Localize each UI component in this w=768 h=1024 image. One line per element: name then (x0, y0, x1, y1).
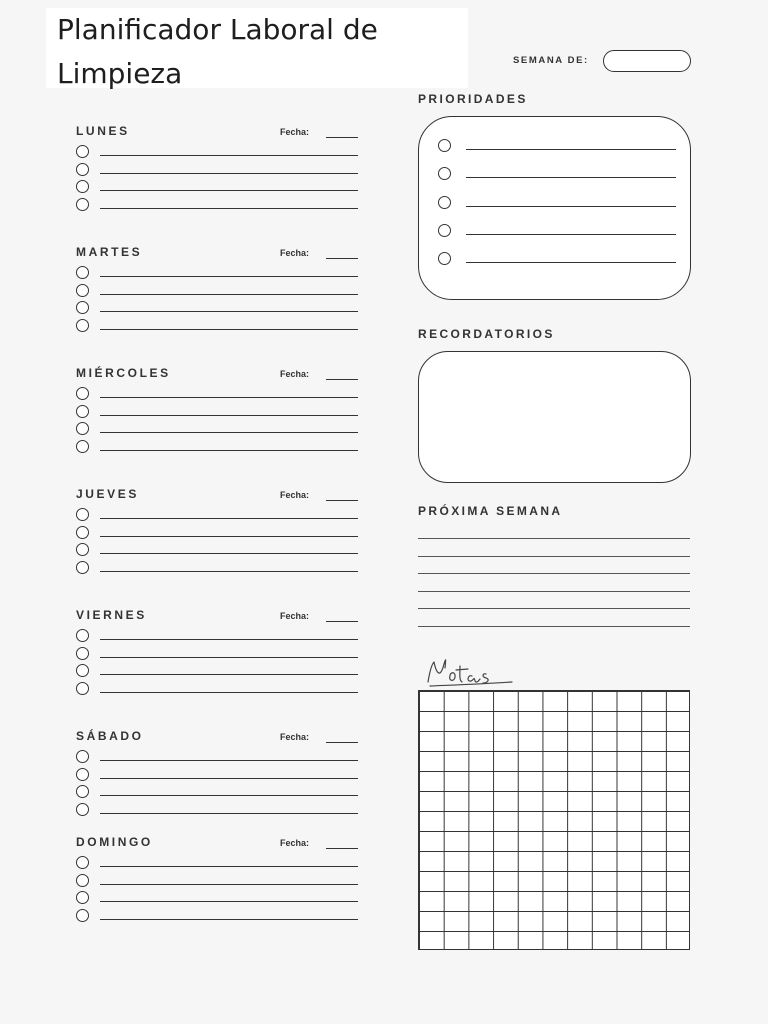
task-line[interactable] (100, 571, 358, 572)
checkbox[interactable] (76, 647, 89, 660)
task-item (76, 283, 360, 299)
task-item (76, 784, 360, 800)
task-line[interactable] (100, 884, 358, 885)
priority-item (438, 196, 678, 212)
checkbox[interactable] (76, 180, 89, 193)
checkbox[interactable] (76, 301, 89, 314)
task-item (76, 749, 360, 765)
checkbox[interactable] (76, 266, 89, 279)
task-item (76, 873, 360, 889)
task-line[interactable] (100, 866, 358, 867)
priority-item (438, 252, 678, 268)
checkbox[interactable] (76, 440, 89, 453)
checkbox[interactable] (438, 252, 451, 265)
checkbox[interactable] (76, 856, 89, 869)
date-label: Fecha: (280, 369, 310, 379)
checkbox[interactable] (438, 196, 451, 209)
task-line[interactable] (100, 518, 358, 519)
priority-item (438, 224, 678, 240)
day-name: LUNES (76, 124, 130, 138)
task-line[interactable] (100, 208, 358, 209)
task-line[interactable] (100, 901, 358, 902)
date-label: Fecha: (280, 127, 310, 137)
task-line[interactable] (100, 760, 358, 761)
reminders-title: RECORDATORIOS (418, 327, 555, 341)
checkbox[interactable] (76, 561, 89, 574)
task-item (76, 144, 360, 160)
priorities-title: PRIORIDADES (418, 92, 528, 106)
priority-item (438, 167, 678, 183)
task-item (76, 525, 360, 541)
checkbox[interactable] (76, 198, 89, 211)
checkbox[interactable] (438, 167, 451, 180)
checkbox[interactable] (76, 526, 89, 539)
reminders-box[interactable] (418, 351, 691, 483)
checkbox[interactable] (76, 508, 89, 521)
checkbox[interactable] (76, 664, 89, 677)
checkbox[interactable] (76, 874, 89, 887)
task-line[interactable] (100, 450, 358, 451)
task-item (76, 767, 360, 783)
checkbox[interactable] (76, 768, 89, 781)
task-item (76, 890, 360, 906)
date-field[interactable] (326, 621, 358, 622)
task-line[interactable] (100, 536, 358, 537)
date-label: Fecha: (280, 611, 310, 621)
next-week-line[interactable] (418, 591, 690, 592)
next-week-line[interactable] (418, 538, 690, 539)
date-label: Fecha: (280, 732, 310, 742)
checkbox[interactable] (76, 163, 89, 176)
task-item (76, 628, 360, 644)
task-line[interactable] (100, 674, 358, 675)
task-line[interactable] (100, 692, 358, 693)
priority-line[interactable] (466, 206, 676, 207)
task-item (76, 179, 360, 195)
task-item (76, 802, 360, 818)
next-week-line[interactable] (418, 573, 690, 574)
task-item (76, 855, 360, 871)
task-line[interactable] (100, 813, 358, 814)
task-item (76, 560, 360, 576)
task-item (76, 908, 360, 924)
task-line[interactable] (100, 190, 358, 191)
day-name: MARTES (76, 245, 143, 259)
checkbox[interactable] (76, 785, 89, 798)
task-item (76, 386, 360, 402)
checkbox[interactable] (76, 803, 89, 816)
priority-line[interactable] (466, 149, 676, 150)
task-item (76, 318, 360, 334)
task-item (76, 197, 360, 213)
task-line[interactable] (100, 639, 358, 640)
checkbox[interactable] (76, 891, 89, 904)
next-week-line[interactable] (418, 608, 690, 609)
task-line[interactable] (100, 155, 358, 156)
checkbox[interactable] (76, 543, 89, 556)
priority-item (438, 139, 678, 155)
task-line[interactable] (100, 173, 358, 174)
notes-script-heading (424, 652, 524, 694)
task-item (76, 421, 360, 437)
page-title: Planificador Laboral de Limpieza (57, 13, 378, 90)
date-label: Fecha: (280, 838, 310, 848)
next-week-line[interactable] (418, 626, 690, 627)
priority-line[interactable] (466, 234, 676, 235)
task-line[interactable] (100, 657, 358, 658)
task-item (76, 646, 360, 662)
date-field[interactable] (326, 742, 358, 743)
priority-line[interactable] (466, 177, 676, 178)
task-line[interactable] (100, 276, 358, 277)
priority-line[interactable] (466, 262, 676, 263)
task-item (76, 404, 360, 420)
next-week-title: PRÓXIMA SEMANA (418, 504, 563, 518)
date-field[interactable] (326, 137, 358, 138)
date-label: Fecha: (280, 248, 310, 258)
task-line[interactable] (100, 795, 358, 796)
task-item (76, 162, 360, 178)
day-name: DOMINGO (76, 835, 153, 849)
task-line[interactable] (100, 311, 358, 312)
priorities-box (418, 116, 691, 300)
task-line[interactable] (100, 553, 358, 554)
day-name: MIÉRCOLES (76, 366, 171, 380)
checkbox[interactable] (76, 405, 89, 418)
task-item (76, 439, 360, 455)
checkbox[interactable] (76, 387, 89, 400)
task-line[interactable] (100, 919, 358, 920)
checkbox[interactable] (76, 145, 89, 158)
checkbox[interactable] (76, 284, 89, 297)
task-item (76, 300, 360, 316)
checkbox[interactable] (76, 422, 89, 435)
task-line[interactable] (100, 329, 358, 330)
notes-grid[interactable] (418, 690, 690, 950)
task-line[interactable] (100, 294, 358, 295)
date-field[interactable] (326, 848, 358, 849)
task-item (76, 663, 360, 679)
checkbox[interactable] (76, 629, 89, 642)
task-line[interactable] (100, 397, 358, 398)
task-item (76, 265, 360, 281)
task-item (76, 542, 360, 558)
task-line[interactable] (100, 415, 358, 416)
day-name: JUEVES (76, 487, 139, 501)
week-label: SEMANA DE: (513, 55, 589, 66)
date-field[interactable] (326, 500, 358, 501)
next-week-line[interactable] (418, 556, 690, 557)
day-name: SÁBADO (76, 729, 144, 743)
date-field[interactable] (326, 258, 358, 259)
checkbox[interactable] (76, 909, 89, 922)
week-input[interactable] (603, 50, 691, 72)
task-line[interactable] (100, 432, 358, 433)
checkbox[interactable] (438, 139, 451, 152)
checkbox[interactable] (76, 319, 89, 332)
checkbox[interactable] (76, 750, 89, 763)
task-item (76, 681, 360, 697)
checkbox[interactable] (76, 682, 89, 695)
day-name: VIERNES (76, 608, 147, 622)
task-line[interactable] (100, 778, 358, 779)
date-label: Fecha: (280, 490, 310, 500)
checkbox[interactable] (438, 224, 451, 237)
task-item (76, 507, 360, 523)
date-field[interactable] (326, 379, 358, 380)
